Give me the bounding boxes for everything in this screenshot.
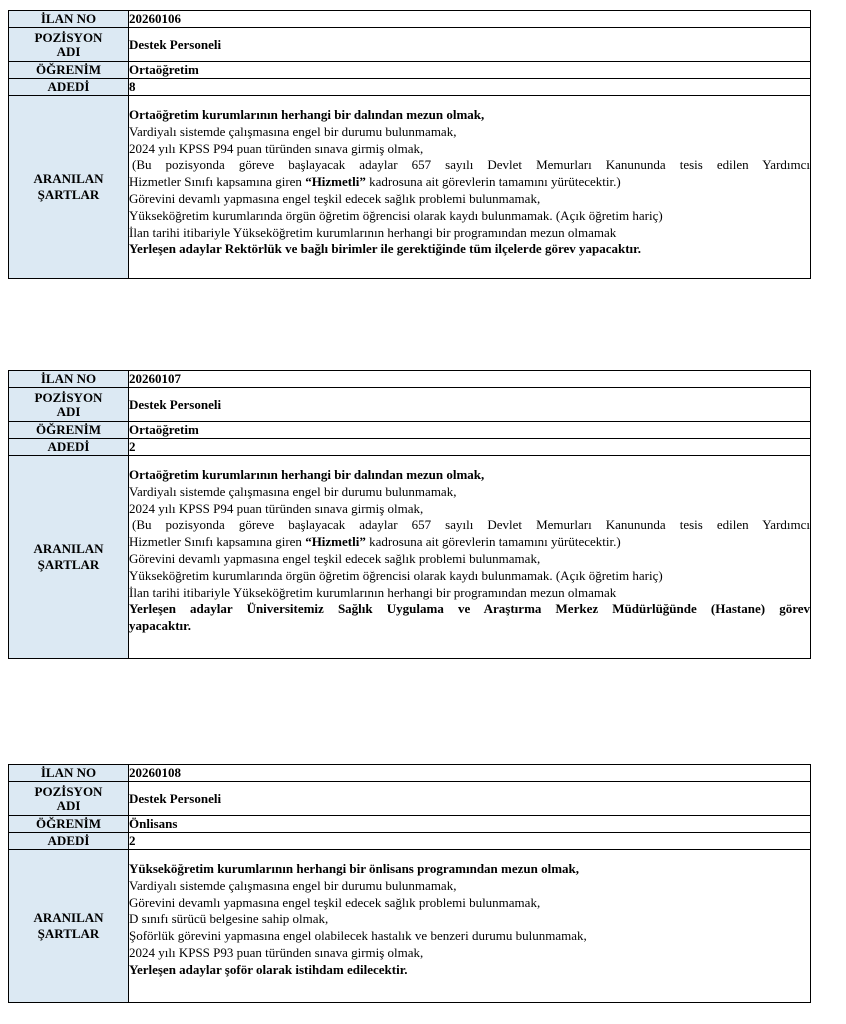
ogrenim-value: Ortaöğretim bbox=[129, 422, 811, 439]
pozisyon-adi-value: Destek Personeli bbox=[129, 782, 811, 816]
condition-line: Yükseköğretim kurumlarının herhangi bir önlisans programından mezun olmak, bbox=[129, 861, 580, 876]
condition-line: 2024 yılı KPSS P94 puan türünden sınava girmiş olmak, bbox=[129, 140, 424, 156]
condition-line: Görevini devamlı yapmasına engel teşkil edecek sağlık problemi bulunmamak, bbox=[129, 894, 541, 910]
adedi-label: ADEDİ bbox=[9, 439, 129, 456]
condition-line: 2024 yılı KPSS P94 puan türünden sınava girmiş olmak, bbox=[129, 500, 424, 516]
condition-line: 2024 yılı KPSS P93 puan türünden sınava girmiş olmak, bbox=[129, 944, 424, 960]
pozisyon-adi-label bbox=[9, 28, 129, 62]
aranilan-label-line1: ARANILAN bbox=[33, 171, 104, 186]
adedi-label: ADEDİ bbox=[9, 833, 129, 850]
condition-text: kadrosuna ait görevlerin tamamını yürütecektir.) bbox=[365, 174, 621, 190]
adedi-value: 2 bbox=[129, 439, 811, 456]
adedi-value: 2 bbox=[129, 833, 811, 850]
conditions-cell bbox=[129, 456, 811, 659]
conditions-cell bbox=[129, 850, 811, 1003]
pozisyon-adi-label bbox=[9, 388, 129, 422]
condition-line: (Bu pozisyonda göreve başlayacak adaylar 657 sayılı Devlet Memurları Kanununda tesis edilen Yardımcı bbox=[132, 157, 810, 173]
adedi-value: 8 bbox=[129, 79, 811, 96]
conditions-cell bbox=[129, 96, 811, 279]
condition-text: kadrosuna ait görevlerin tamamını yürütecektir.) bbox=[365, 534, 621, 550]
sartlar-label-line2: ŞARTLAR bbox=[37, 557, 100, 572]
condition-line: Yerleşen adaylar şoför olarak istihdam edilecektir. bbox=[129, 961, 408, 977]
aranilan-sartlar-label bbox=[9, 96, 129, 279]
condition-line: Vardiyalı sistemde çalışmasına engel bir durumu bulunmamak, bbox=[129, 123, 457, 139]
condition-line: Yükseköğretim kurumlarında örgün öğretim öğrencisi olarak kaydı bulunmamak. (Açık öğretim hariç) bbox=[129, 567, 663, 583]
aranilan-sartlar-label bbox=[9, 456, 129, 659]
condition-line: Yerleşen adaylar Rektörlük ve bağlı birimler ile gerektiğinde tüm ilçelerde görev yapacaktır. bbox=[129, 241, 641, 257]
condition-line: Vardiyalı sistemde çalışmasına engel bir durumu bulunmamak, bbox=[129, 483, 457, 499]
condition-line: Yükseköğretim kurumlarında örgün öğretim öğrencisi olarak kaydı bulunmamak. (Açık öğretim hariç) bbox=[129, 207, 663, 223]
condition-line: İlan tarihi itibariyle Yükseköğretim kurumlarının herhangi bir programından mezun olmamak bbox=[129, 584, 617, 600]
ilan-no-value: 20260107 bbox=[129, 371, 811, 388]
condition-line: Ortaöğretim kurumlarının herhangi bir dalından mezun olmak, bbox=[129, 107, 485, 122]
condition-emphasis: “Hizmetli” bbox=[305, 174, 366, 190]
condition-text: Hizmetler Sınıfı kapsamına giren bbox=[129, 174, 306, 190]
ilan-no-label: İLAN NO bbox=[9, 11, 129, 28]
condition-line: yapacaktır. bbox=[129, 618, 191, 634]
job-posting-table bbox=[8, 370, 811, 659]
aranilan-label-line1: ARANILAN bbox=[33, 910, 104, 925]
ogrenim-value: Ortaöğretim bbox=[129, 62, 811, 79]
condition-line: Görevini devamlı yapmasına engel teşkil edecek sağlık problemi bulunmamak, bbox=[129, 550, 541, 566]
aranilan-sartlar-label bbox=[9, 850, 129, 1003]
aranilan-label-line1: ARANILAN bbox=[33, 541, 104, 556]
pozisyon-label-line1: POZİSYON bbox=[34, 29, 103, 45]
sartlar-label-line2: ŞARTLAR bbox=[37, 187, 100, 202]
ilan-no-value: 20260106 bbox=[129, 11, 811, 28]
pozisyon-adi-value: Destek Personeli bbox=[129, 388, 811, 422]
ogrenim-value: Önlisans bbox=[129, 816, 811, 833]
pozisyon-label-line2: ADI bbox=[56, 797, 81, 813]
condition-line bbox=[129, 174, 810, 191]
sartlar-label-line2: ŞARTLAR bbox=[37, 926, 100, 941]
pozisyon-label-line1: POZİSYON bbox=[34, 389, 103, 405]
condition-line: Yerleşen adaylar Üniversitemiz Sağlık Uygulama ve Araştırma Merkez Müdürlüğünde (Hastane) görev bbox=[129, 601, 810, 617]
ogrenim-label: ÖĞRENİM bbox=[9, 62, 129, 79]
condition-text: Hizmetler Sınıfı kapsamına giren bbox=[129, 534, 306, 550]
condition-line: Ortaöğretim kurumlarının herhangi bir dalından mezun olmak, bbox=[129, 467, 485, 482]
condition-line: D sınıfı sürücü belgesine sahip olmak, bbox=[129, 911, 329, 927]
adedi-label: ADEDİ bbox=[9, 79, 129, 96]
condition-line: İlan tarihi itibariyle Yükseköğretim kurumlarının herhangi bir programından mezun olmamak bbox=[129, 224, 617, 240]
condition-line bbox=[129, 534, 810, 551]
condition-line: Vardiyalı sistemde çalışmasına engel bir durumu bulunmamak, bbox=[129, 877, 457, 893]
ogrenim-label: ÖĞRENİM bbox=[9, 422, 129, 439]
ilan-no-label: İLAN NO bbox=[9, 371, 129, 388]
ogrenim-label: ÖĞRENİM bbox=[9, 816, 129, 833]
ilan-no-value: 20260108 bbox=[129, 765, 811, 782]
pozisyon-label-line2: ADI bbox=[56, 403, 81, 419]
ilan-no-label: İLAN NO bbox=[9, 765, 129, 782]
job-posting-table bbox=[8, 10, 811, 279]
condition-line: Şoförlük görevini yapmasına engel olabilecek hastalık ve benzeri durumu bulunmamak, bbox=[129, 928, 587, 944]
condition-line: Görevini devamlı yapmasına engel teşkil edecek sağlık problemi bulunmamak, bbox=[129, 190, 541, 206]
job-posting-table bbox=[8, 764, 811, 1003]
condition-line: (Bu pozisyonda göreve başlayacak adaylar 657 sayılı Devlet Memurları Kanununda tesis edilen Yardımcı bbox=[132, 517, 810, 533]
condition-emphasis: “Hizmetli” bbox=[305, 534, 366, 550]
pozisyon-label-line1: POZİSYON bbox=[34, 783, 103, 799]
pozisyon-adi-value: Destek Personeli bbox=[129, 28, 811, 62]
pozisyon-label-line2: ADI bbox=[56, 43, 81, 59]
pozisyon-adi-label bbox=[9, 782, 129, 816]
